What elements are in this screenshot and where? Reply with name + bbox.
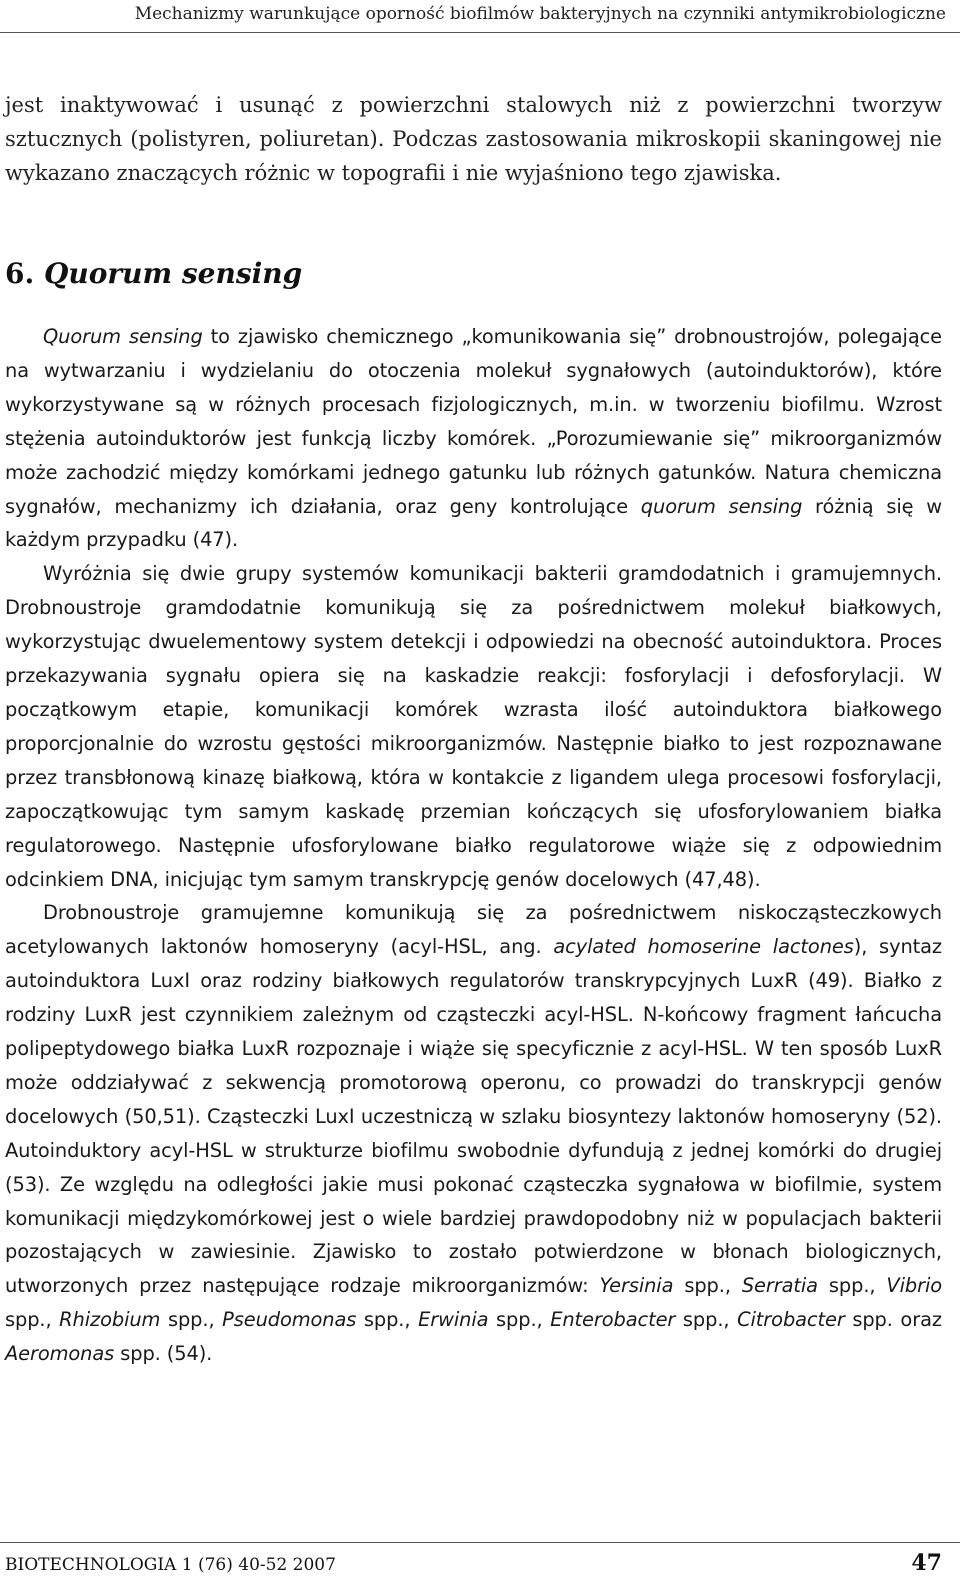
journal-citation: BIOTECHNOLOGIA 1 (76) 40-52 2007 bbox=[5, 1555, 336, 1575]
running-header: Mechanizmy warunkujące oporność biofilmów bakteryjnych na czynniki antymikrobiologiczne bbox=[134, 4, 946, 24]
section-number: 6. bbox=[5, 257, 35, 290]
paragraph-1 bbox=[5, 320, 942, 557]
paragraph-3-text-b: ), syntaz autoinduktora LuxI oraz rodziny białkowych regulatorów transkrypcyjnych LuxR (49). Białko z rodziny LuxR jest czynnikiem zależnym od cząsteczki acyl-HSL. N-końcowy fragment łańcucha polipeptydowego białka LuxR rozpoznaje i wiąże się specyficznie z acyl-HSL. W ten sposób LuxR może oddziaływać z sekwencją promotorową operonu, co prowadzi do transkrypcji genów docelowych (50,51). Cząsteczki LuxI uczestniczą w szlaku biosyntezy laktonów homoseryny (52). Autoinduktory acyl-HSL w strukturze biofilmu swobodnie dyfundują z jednej komórki do drugiej (53). Ze względu na odległości jakie musi pokonać cząsteczka sygnałowa w biofilmie, system komunikacji międzykomórkowej jest o wiele bardziej prawdopodobny niż w populacjach bakterii pozostających w zawiesinie. Zjawisko to zostało potwierdzone w błonach biologicznych, utworzonych przez następujące rodzaje mikroorganizmów: bbox=[5, 935, 942, 1298]
genus-rhizobium: Rhizobium bbox=[59, 1308, 161, 1332]
section-body bbox=[5, 320, 942, 1371]
paragraph-3 bbox=[5, 896, 942, 1371]
genus-yersinia: Yersinia bbox=[599, 1274, 674, 1298]
genus-aeromonas: Aeromonas bbox=[5, 1342, 115, 1366]
intro-paragraph bbox=[5, 88, 942, 190]
genus-erwinia: Erwinia bbox=[418, 1308, 489, 1332]
species-suffix: spp., bbox=[5, 1308, 60, 1332]
species-suffix: spp. (54). bbox=[114, 1342, 213, 1366]
footer-rule bbox=[0, 1542, 960, 1543]
paragraph-1-text-a: to zjawisko chemicznego „komunikowania się” drobnoustrojów, polegające na wytwarzaniu i wydzielaniu do otoczenia molekuł sygnałowych (autoinduktorów), które wykorzystywane są w różnych procesach fizjologicznych, m.in. w tworzeniu biofilmu. Wzrost stężenia autoinduktorów jest funkcją liczby komórek. „Porozumiewanie się” mikroorganizmów może zachodzić między komórkami jednego gatunku lub różnych gatunków. Natura chemiczna sygnałów, mechanizmy ich działania, oraz geny kontrolujące bbox=[5, 325, 942, 518]
page-number: 47 bbox=[911, 1550, 942, 1576]
section-title: Quorum sensing bbox=[43, 257, 303, 290]
species-suffix: spp., bbox=[675, 1308, 738, 1332]
paragraph-2 bbox=[5, 557, 942, 896]
term-quorum-sensing: Quorum sensing bbox=[43, 325, 203, 348]
species-suffix: spp. oraz bbox=[844, 1308, 942, 1332]
species-suffix: spp., bbox=[160, 1308, 223, 1332]
paragraph-3-text-a: Drobnoustroje gramujemne komunikują się za pośrednictwem niskocząsteczkowych acetylowanych laktonów homoseryny (acyl-HSL, ang. bbox=[5, 901, 942, 959]
species-suffix: spp., bbox=[356, 1308, 419, 1332]
genus-pseudomonas: Pseudomonas bbox=[222, 1308, 357, 1332]
species-suffix: spp., bbox=[488, 1308, 551, 1332]
genus-enterobacter: Enterobacter bbox=[550, 1308, 676, 1332]
genus-serratia: Serratia bbox=[741, 1274, 818, 1298]
term-acylated-homoserine-lactones: acylated homoserine lactones bbox=[553, 935, 854, 959]
term-quorum-sensing-2: quorum sensing bbox=[640, 494, 803, 518]
genus-citrobacter: Citrobacter bbox=[737, 1308, 845, 1332]
header-rule bbox=[0, 32, 960, 33]
paragraph-1-text-b: różnią się w każdym przypadku (47). bbox=[5, 494, 942, 552]
species-suffix: spp., bbox=[673, 1274, 742, 1298]
intro-paragraph-text: jest inaktywować i usunąć z powierzchni stalowych niż z powierzchni tworzyw sztucznych (polistyren, poliuretan). Podczas zastosowania mikroskopii skaningowej nie wykazano znaczących różnic w topografii i nie wyjaśniono tego zjawiska. bbox=[5, 93, 942, 185]
paragraph-2-text: Wyróżnia się dwie grupy systemów komunikacji bakterii gramdodatnich i gramujemnych. Drobnoustroje gramdodatnie komunikują się za pośrednictwem molekuł białkowych, wykorzystując dwuelementowy system detekcji i odpowiedzi na obecność autoinduktora. Proces przekazywania sygnału opiera się na kaskadzie reakcji: fosforylacji i defosforylacji. W początkowym etapie, komunikacji komórek wzrasta ilość autoinduktora białkowego proporcjonalnie do wzrostu gęstości mikroorganizmów. Następnie białko to jest rozpoznawane przez transbłonową kinazę białkową, która w kontakcie z ligandem ulega procesowi fosforylacji, zapoczątkowując tym samym kaskadę przemian kończących się ufosforylowaniem białka regulatorowego. Następnie ufosforylowane białko regulatorowe wiąże się z odpowiednim odcinkiem DNA, inicjując tym samym transkrypcję genów docelowych (47,48). bbox=[5, 562, 942, 891]
species-suffix: spp., bbox=[817, 1274, 887, 1298]
section-heading bbox=[5, 254, 302, 294]
genus-vibrio: Vibrio bbox=[886, 1274, 942, 1298]
